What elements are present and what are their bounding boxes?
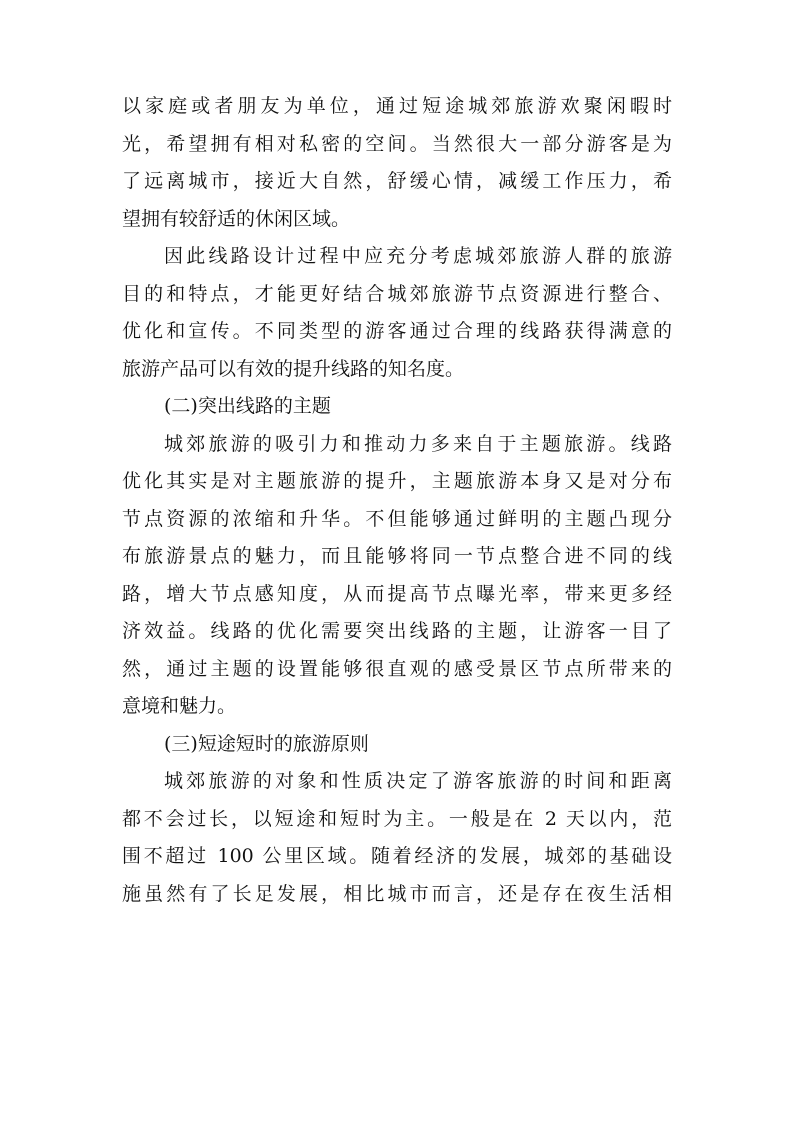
text-line: 然，通过主题的设置能够很直观的感受景区节点所带来的	[122, 657, 672, 680]
text-line: 优化和宣传。不同类型的游客通过合理的线路获得满意的	[122, 320, 672, 342]
text-line: 以家庭或者朋友为单位，通过短途城郊旅游欢聚闲暇时	[122, 95, 672, 117]
text-line: 目的和特点，才能更好结合城郊旅游节点资源进行整合、	[122, 282, 672, 305]
text-line: 施虽然有了长足发展，相比城市而言，还是存在夜生活相	[122, 882, 672, 905]
paragraph-first-line: 因此线路设计过程中应充分考虑城郊旅游人群的旅游	[164, 245, 672, 267]
text-line: 望拥有较舒适的休闲区域。	[122, 207, 351, 230]
section-heading: (三)短途短时的旅游原则	[164, 732, 369, 755]
text-line: 布旅游景点的魅力，而且能够将同一节点整合进不同的线	[122, 545, 672, 567]
paragraph-first-line: 城郊旅游的对象和性质决定了游客旅游的时间和距离	[164, 770, 672, 792]
section-heading: (二)突出线路的主题	[164, 395, 331, 417]
text-line: 了远离城市，接近大自然，舒缓心情，减缓工作压力，希	[122, 170, 672, 192]
text-line: 节点资源的浓缩和升华。不但能够通过鲜明的主题凸现分	[122, 507, 672, 530]
text-line: 路，增大节点感知度，从而提高节点曝光率，带来更多经	[122, 582, 672, 605]
text-line: 都不会过长，以短途和短时为主。一般是在 2 天以内，范	[122, 807, 672, 830]
text-line: 旅游产品可以有效的提升线路的知名度。	[122, 357, 465, 380]
text-line: 光，希望拥有相对私密的空间。当然很大一部分游客是为	[122, 132, 672, 155]
text-line: 围不超过 100 公里区域。随着经济的发展，城郊的基础设	[122, 845, 672, 867]
text-line: 优化其实是对主题旅游的提升，主题旅游本身又是对分布	[122, 470, 672, 492]
text-line: 济效益。线路的优化需要突出线路的主题，让游客一目了	[122, 620, 672, 642]
paragraph-first-line: 城郊旅游的吸引力和推动力多来自于主题旅游。线路	[164, 432, 672, 455]
body-text	[122, 88, 672, 913]
text-line: 意境和魅力。	[122, 695, 237, 717]
